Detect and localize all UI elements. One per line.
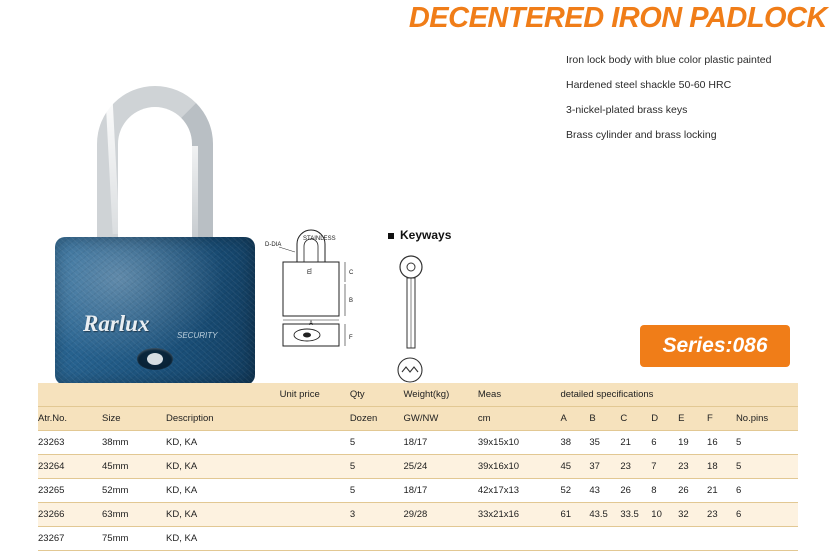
cell-meas: 39x15x10 <box>478 431 561 455</box>
cell-size: 45mm <box>102 455 166 479</box>
cell-desc: KD, KA <box>166 503 280 527</box>
col-b: B <box>589 407 620 431</box>
svg-text:STAINLESS: STAINLESS <box>303 236 336 242</box>
cell-a <box>560 527 589 551</box>
specifications-table <box>38 383 798 551</box>
cell-a: 61 <box>560 503 589 527</box>
cell-f: 21 <box>707 479 736 503</box>
col-unit-price <box>280 407 350 431</box>
table-header-row <box>38 407 798 431</box>
cell-e: 32 <box>678 503 707 527</box>
keyhole-inner <box>147 353 163 365</box>
col-dozen: Dozen <box>350 407 404 431</box>
header-unit-price: Unit price <box>280 383 350 407</box>
cell-pins <box>736 527 798 551</box>
cell-f: 16 <box>707 431 736 455</box>
table-row <box>38 455 798 479</box>
cell-weight: 18/17 <box>404 431 478 455</box>
cell-a: 45 <box>560 455 589 479</box>
cell-f <box>707 527 736 551</box>
col-a: A <box>560 407 589 431</box>
col-atr-no: Atr.No. <box>38 407 102 431</box>
cell-a: 52 <box>560 479 589 503</box>
cell-price <box>280 503 350 527</box>
cell-size: 75mm <box>102 527 166 551</box>
keyways-bullet-icon <box>388 233 394 239</box>
cell-pins: 6 <box>736 503 798 527</box>
header-weight: Weight(kg) <box>404 383 478 407</box>
cell-atr: 23266 <box>38 503 102 527</box>
col-d: D <box>651 407 678 431</box>
svg-text:F: F <box>349 335 353 341</box>
cell-b: 43.5 <box>589 503 620 527</box>
keyways-title: Keyways <box>400 228 452 242</box>
cell-weight: 18/17 <box>404 479 478 503</box>
cell-dozen: 5 <box>350 455 404 479</box>
padlock-keyhole <box>137 348 173 370</box>
cell-d: 7 <box>651 455 678 479</box>
page-title: DECENTERED IRON PADLOCK <box>408 2 827 34</box>
col-cm: cm <box>478 407 561 431</box>
cell-e <box>678 527 707 551</box>
col-e: E <box>678 407 707 431</box>
svg-text:E: E <box>307 270 312 276</box>
cell-b: 37 <box>589 455 620 479</box>
cell-d: 6 <box>651 431 678 455</box>
cell-e: 23 <box>678 455 707 479</box>
cell-atr: 23267 <box>38 527 102 551</box>
table-row <box>38 503 798 527</box>
cell-pins: 5 <box>736 431 798 455</box>
cell-pins: 5 <box>736 455 798 479</box>
cell-weight: 29/28 <box>404 503 478 527</box>
table-row <box>38 479 798 503</box>
cell-meas: 39x16x10 <box>478 455 561 479</box>
header-meas: Meas <box>478 383 561 407</box>
table-row <box>38 431 798 455</box>
svg-text:A: A <box>309 321 314 327</box>
feature-item: 3-nickel-plated brass keys <box>566 104 688 116</box>
cell-desc: KD, KA <box>166 455 280 479</box>
header-qty: Qty <box>350 383 404 407</box>
cell-atr: 23265 <box>38 479 102 503</box>
cell-e: 19 <box>678 431 707 455</box>
cell-d: 10 <box>651 503 678 527</box>
brand-logo: Rarlux <box>83 311 150 336</box>
cell-e: 26 <box>678 479 707 503</box>
feature-item: Brass cylinder and brass locking <box>566 129 717 141</box>
cell-f: 18 <box>707 455 736 479</box>
cell-c: 33.5 <box>620 503 651 527</box>
cell-dozen: 3 <box>350 503 404 527</box>
header-detailed-specs: detailed specifications <box>560 383 736 407</box>
cell-f: 23 <box>707 503 736 527</box>
feature-item: Iron lock body with blue color plastic painted <box>566 54 772 66</box>
col-f: F <box>707 407 736 431</box>
cell-atr: 23264 <box>38 455 102 479</box>
shackle-highlight-right <box>192 146 198 238</box>
cell-b <box>589 527 620 551</box>
feature-item: Hardened steel shackle 50-60 HRC <box>566 79 732 91</box>
cell-c: 21 <box>620 431 651 455</box>
cell-c: 23 <box>620 455 651 479</box>
table-header-top-row <box>38 383 798 407</box>
cell-pins: 6 <box>736 479 798 503</box>
svg-text:B: B <box>349 298 354 304</box>
col-c: C <box>620 407 651 431</box>
cell-price <box>280 431 350 455</box>
key-illustration <box>395 255 435 355</box>
svg-text:D-DIA: D-DIA <box>265 242 282 248</box>
col-description: Description <box>166 407 280 431</box>
cell-dozen <box>350 527 404 551</box>
technical-drawing <box>265 222 375 372</box>
key-profile-icon <box>396 356 424 384</box>
cell-d: 8 <box>651 479 678 503</box>
series-badge: Series:086 <box>640 325 790 367</box>
cell-price <box>280 527 350 551</box>
cell-size: 38mm <box>102 431 166 455</box>
col-size: Size <box>102 407 166 431</box>
cell-desc: KD, KA <box>166 479 280 503</box>
cell-meas: 42x17x13 <box>478 479 561 503</box>
cell-price <box>280 479 350 503</box>
cell-size: 63mm <box>102 503 166 527</box>
cell-weight: 25/24 <box>404 455 478 479</box>
col-no-pins: No.pins <box>736 407 798 431</box>
col-gw-nw: GW/NW <box>404 407 478 431</box>
cell-dozen: 5 <box>350 431 404 455</box>
cell-meas <box>478 527 561 551</box>
cell-dozen: 5 <box>350 479 404 503</box>
brand-subtext: SECURITY <box>177 331 218 340</box>
feature-list <box>566 48 836 148</box>
cell-b: 35 <box>589 431 620 455</box>
cell-meas: 33x21x16 <box>478 503 561 527</box>
cell-desc: KD, KA <box>166 431 280 455</box>
cell-atr: 23263 <box>38 431 102 455</box>
cell-b: 43 <box>589 479 620 503</box>
cell-a: 38 <box>560 431 589 455</box>
cell-c: 26 <box>620 479 651 503</box>
cell-weight <box>404 527 478 551</box>
cell-d <box>651 527 678 551</box>
svg-text:C: C <box>349 270 354 276</box>
padlock-photo <box>55 86 255 376</box>
cell-size: 52mm <box>102 479 166 503</box>
cell-c <box>620 527 651 551</box>
cell-desc: KD, KA <box>166 527 280 551</box>
table-row <box>38 527 798 551</box>
cell-price <box>280 455 350 479</box>
